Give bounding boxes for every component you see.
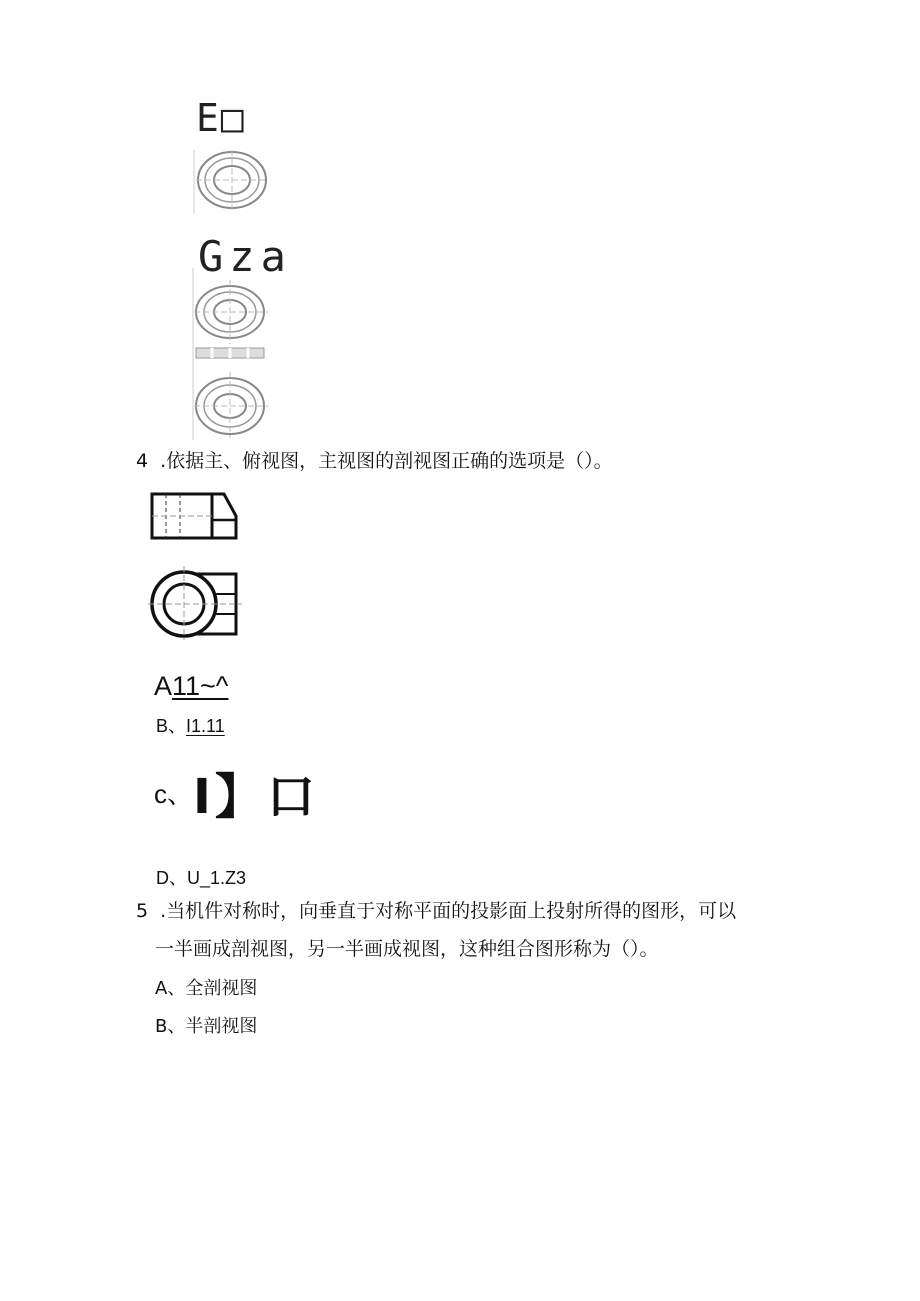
option-a[interactable] — [154, 671, 228, 702]
concentric-circles-figure-2 — [190, 268, 276, 442]
question-4-stem — [136, 452, 613, 471]
option-d-prefix: D、 — [156, 868, 187, 888]
option-5-b[interactable]: B、半剖视图 — [155, 1016, 258, 1037]
question-5-line2: 一半画成剖视图，另一半画成视图，这种组合图形称为（）。 — [155, 938, 659, 960]
question-5-number: 5 — [136, 900, 149, 922]
question-4-text: .依据主、俯视图，主视图的剖视图正确的选项是（）。 — [160, 450, 613, 472]
top-view-drawing — [146, 566, 244, 640]
option-e-label: E□ — [196, 96, 246, 140]
option-d-value: U_1.Z3 — [187, 868, 247, 888]
option-c[interactable] — [154, 758, 319, 827]
option-d[interactable] — [156, 864, 246, 890]
option-a-prefix: A — [154, 671, 173, 701]
option-5-a[interactable]: A、全剖视图 — [155, 978, 258, 999]
option-b-prefix: B、 — [156, 716, 187, 736]
option-c-prefix: c、 — [154, 779, 194, 809]
concentric-circles-figure-1 — [192, 148, 272, 216]
option-b-value: I1.11 — [186, 716, 225, 736]
question-5-line1: .当机件对称时，向垂直于对称平面的投影面上投射所得的图形，可以 — [160, 900, 737, 922]
option-a-value: 11~^ — [172, 671, 229, 701]
option-b[interactable] — [156, 712, 225, 738]
option-c-value: I】口 — [193, 769, 319, 825]
option-g-label: Gza — [198, 232, 292, 281]
main-view-drawing — [148, 490, 240, 544]
question-5-stem — [136, 902, 736, 921]
question-4-number: 4 — [136, 450, 149, 472]
